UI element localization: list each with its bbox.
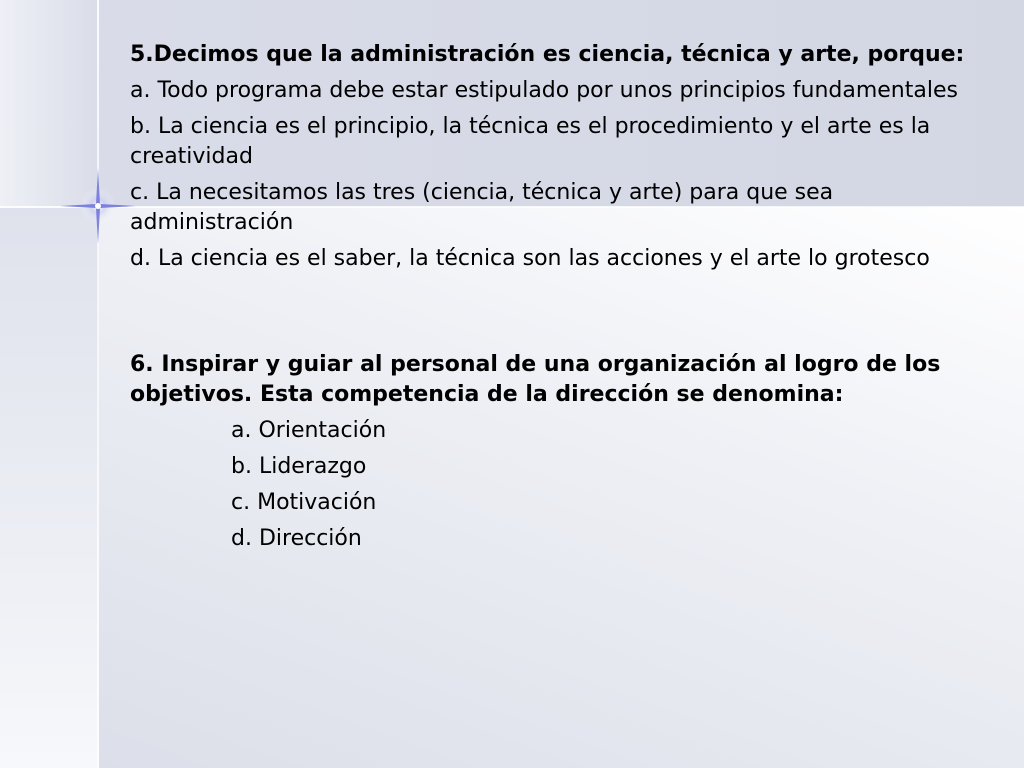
question-5-option-b: b. La ciencia es el principio, la técnica es el procedimiento y el arte es la creatividad (130, 114, 931, 169)
question-spacer (130, 274, 990, 350)
slide-content (130, 40, 990, 554)
question-5-option-c: c. La necesitamos las tres (ciencia, técnica y arte) para que sea administración (130, 180, 834, 235)
vertical-divider (97, 0, 99, 768)
question-6-option-a: a. Orientación (231, 418, 387, 443)
sparkle-icon (58, 166, 138, 246)
question-5-title: 5.Decimos que la administración es ciencia, técnica y arte, porque: (130, 42, 965, 67)
question-6-title: 6. Inspirar y guiar al personal de una organización al logro de los objetivos. Esta competencia de la dirección se denomina: (130, 352, 941, 407)
question-5-option-a: a. Todo programa debe estar estipulado por unos principios fundamentales (130, 78, 958, 103)
question-6-option-b: b. Liderazgo (231, 454, 367, 479)
question-5-option-d: d. La ciencia es el saber, la técnica son las acciones y el arte lo grotesco (130, 246, 930, 271)
question-6-option-c: c. Motivación (231, 490, 377, 515)
slide-left-band (0, 207, 98, 768)
question-6-option-d: d. Dirección (231, 526, 362, 551)
